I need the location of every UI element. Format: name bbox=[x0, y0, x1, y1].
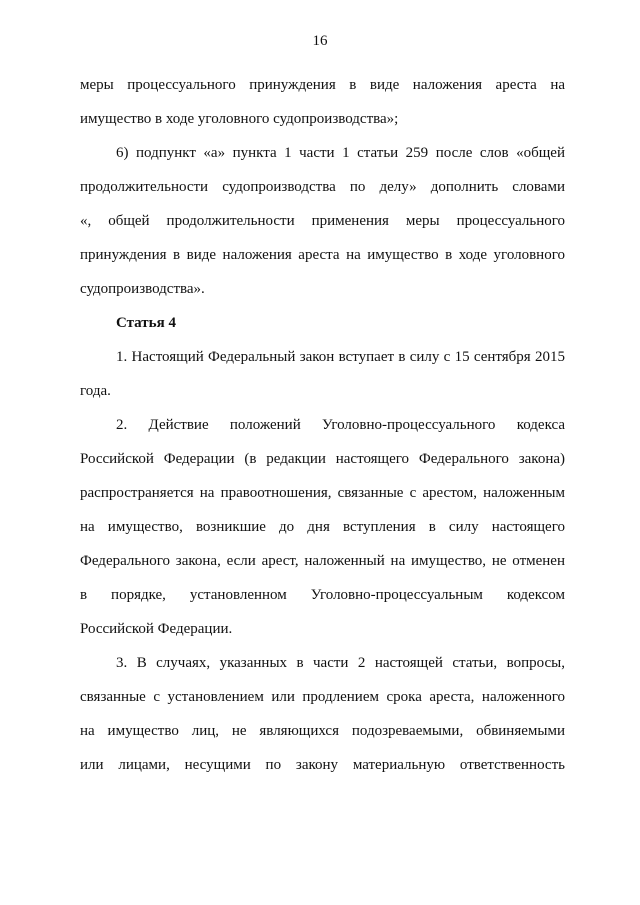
document-body bbox=[80, 68, 565, 782]
text-line: 2. Действие положений Уголовно-процессуального кодекса bbox=[116, 417, 565, 433]
text-line: связанные с установлением или продлением срока ареста, наложенного bbox=[80, 689, 565, 705]
text-line: в порядке, установленном Уголовно-процессуальным кодексом bbox=[80, 587, 565, 603]
text-line: на имущество лиц, не являющихся подозреваемыми, обвиняемыми bbox=[80, 723, 565, 739]
text-line: года. bbox=[80, 383, 111, 399]
text-line: Российской Федерации (в редакции настоящего Федерального закона) bbox=[80, 451, 565, 467]
text-line: продолжительности судопроизводства по делу» дополнить словами bbox=[80, 179, 565, 195]
text-line: «, общей продолжительности применения меры процессуального bbox=[80, 213, 565, 229]
text-line: 3. В случаях, указанных в части 2 настоящей статьи, вопросы, bbox=[116, 655, 565, 671]
text-line: или лицами, несущими по закону материальную ответственность bbox=[80, 757, 565, 773]
text-line: на имущество, возникшие до дня вступления в силу настоящего bbox=[80, 519, 565, 535]
text-line: судопроизводства». bbox=[80, 281, 205, 297]
text-line: 1. Настоящий Федеральный закон вступает в силу с 15 сентября 2015 bbox=[116, 349, 565, 365]
text-line: имущество в ходе уголовного судопроизводства»; bbox=[80, 111, 399, 127]
text-line: распространяется на правоотношения, связанные с арестом, наложенным bbox=[80, 485, 565, 501]
text-line: Российской Федерации. bbox=[80, 621, 233, 637]
text-line: 6) подпункт «а» пункта 1 части 1 статьи 259 после слов «общей bbox=[116, 145, 565, 161]
page-number: 16 bbox=[312, 33, 328, 49]
article-heading: Статья 4 bbox=[116, 315, 176, 331]
text-line: Федерального закона, если арест, наложенный на имущество, не отменен bbox=[80, 553, 565, 569]
text-line: принуждения в виде наложения ареста на имущество в ходе уголовного bbox=[80, 247, 565, 263]
text-line: меры процессуального принуждения в виде наложения ареста на bbox=[80, 77, 565, 93]
